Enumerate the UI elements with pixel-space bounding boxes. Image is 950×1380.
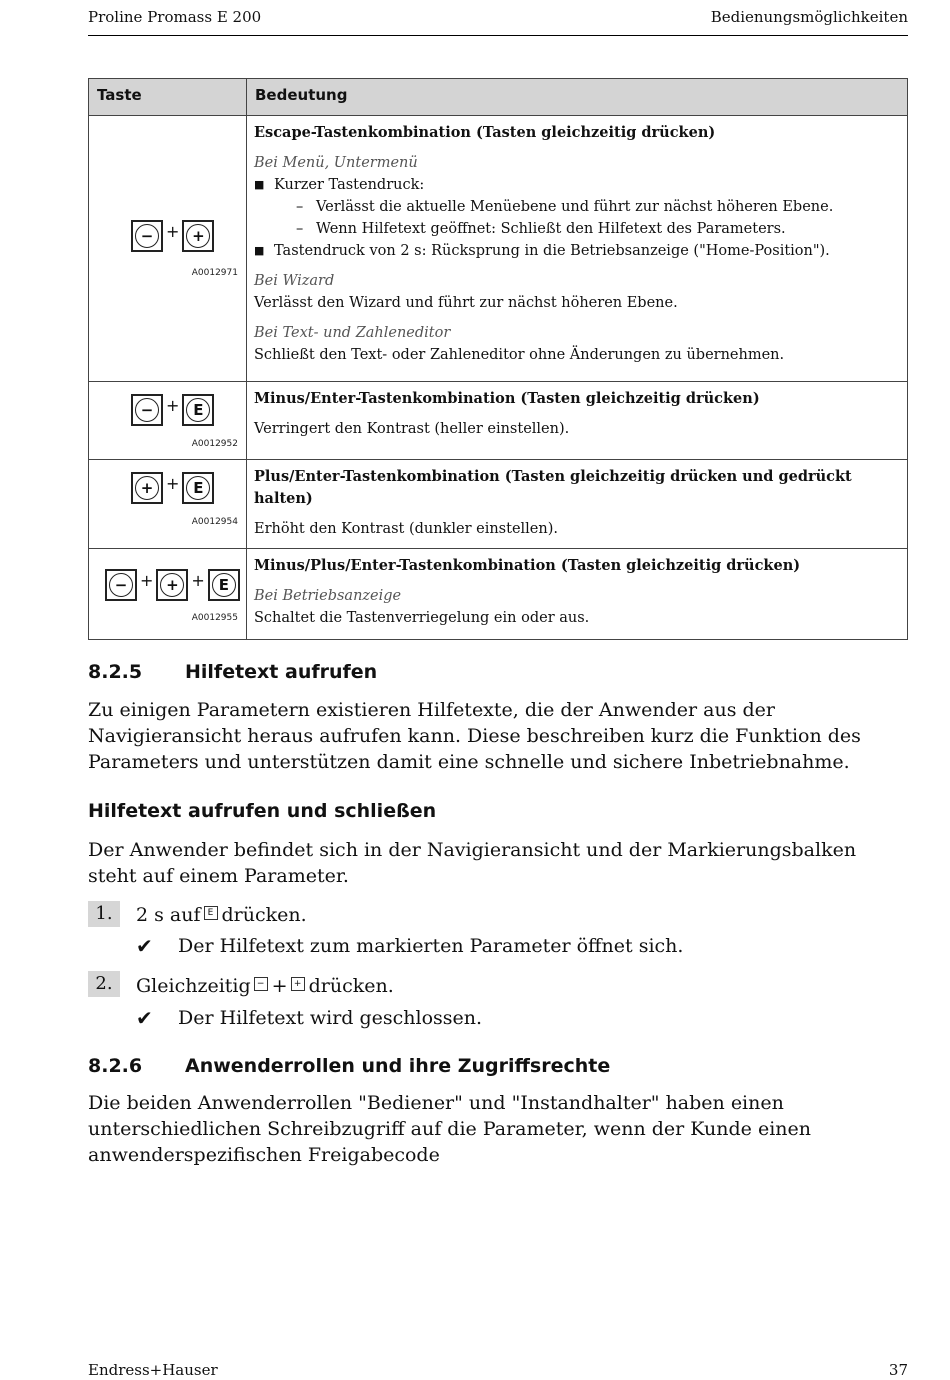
list-item: – Verlässt die aktuelle Menüebene und führt zur nächst höheren Ebene. — [294, 196, 900, 218]
description-text: Schließt den Text- oder Zahleneditor ohne Änderungen zu übernehmen. — [254, 347, 785, 363]
context-label: Bei Menü, Untermenü — [254, 155, 418, 171]
plus-separator: + — [191, 570, 205, 590]
row-title: Plus/Enter-Tastenkombination (Tasten gleichzeitig drücken und gedrückt halten) — [254, 468, 852, 507]
header-rule — [88, 35, 908, 36]
step-number-2: 2. — [88, 971, 120, 997]
section-heading-8-2-6 — [88, 1055, 610, 1077]
table-header-row — [89, 79, 908, 116]
section-number: 8.2.5 — [88, 661, 143, 683]
list-item: – Wenn Hilfetext geöffnet: Schließt den Hilfetext des Parameters. — [294, 218, 900, 240]
minus-key-icon: − — [105, 569, 137, 601]
step-2-result: Der Hilfetext wird geschlossen. — [178, 1007, 483, 1029]
step-number-1: 1. — [88, 901, 120, 927]
header-section: Bedienungsmöglichkeiten — [710, 8, 908, 26]
section-paragraph: Die beiden Anwenderrollen "Bediener" und "Instandhalter" haben einen unterschiedlichen Schreibzugriff auf die Parameter, wenn der Kunde einen anwenderspezifischen Freigabecode — [88, 1092, 811, 1166]
page-number: 37 — [888, 1361, 908, 1379]
plus-key-icon: + — [131, 472, 163, 504]
plus-separator: + — [166, 221, 180, 241]
key-combo-minus-plus — [131, 220, 214, 252]
section-number: 8.2.6 — [88, 1055, 143, 1077]
footer-brand: Endress+Hauser — [88, 1361, 218, 1379]
plus-separator: + — [140, 570, 154, 590]
step-1-result: Der Hilfetext zum markierten Parameter öffnet sich. — [178, 935, 684, 957]
table-row-minus-plus-enter — [89, 549, 908, 640]
enter-key-icon: E — [182, 394, 214, 426]
minus-key-icon: − — [131, 394, 163, 426]
table-row-plus-enter — [89, 460, 908, 549]
plus-key-icon: + — [291, 977, 305, 991]
bullet-list — [254, 174, 900, 262]
plus-separator: + — [166, 473, 180, 493]
table-row-minus-enter — [89, 382, 908, 460]
description-text: Verlässt den Wizard und führt zur nächst höheren Ebene. — [254, 295, 678, 311]
check-icon: ✔ — [136, 1006, 153, 1030]
enter-key-icon: E — [208, 569, 240, 601]
plus-key-icon: + — [156, 569, 188, 601]
key-cell — [89, 460, 247, 549]
col-key-header: Taste — [89, 79, 247, 116]
meaning-cell — [247, 116, 908, 382]
row-title: Escape-Tastenkombination (Tasten gleichzeitig drücken) — [254, 124, 716, 141]
intro-paragraph: Der Anwender befindet sich in der Navigieransicht und der Markierungsbalken steht auf einem Parameter. — [88, 839, 857, 887]
list-item: ■ Tastendruck von 2 s: Rücksprung in die Betriebsanzeige ("Home-Position"). — [254, 240, 900, 262]
description-text: Verringert den Kontrast (heller einstellen). — [254, 421, 570, 437]
section-paragraph: Zu einigen Parametern existieren Hilfetexte, die der Anwender aus der Navigieransicht heraus aufrufen kann. Diese beschreiben kurz die Funktion des Parameters und unterstützen damit eine schnelle und sichere Inbetriebnahme. — [88, 699, 861, 773]
col-meaning-header: Bedeutung — [247, 79, 908, 116]
subheading: Hilfetext aufrufen und schließen — [88, 800, 437, 822]
minus-key-icon: − — [254, 977, 268, 991]
figure-code: A0012971 — [191, 268, 238, 278]
section-title: Hilfetext aufrufen — [185, 661, 378, 683]
enter-key-icon: E — [204, 906, 218, 920]
description-text: Erhöht den Kontrast (dunkler einstellen). — [254, 521, 558, 537]
key-cell — [89, 116, 247, 382]
enter-key-icon: E — [182, 472, 214, 504]
section-heading-8-2-5 — [88, 661, 377, 683]
key-combo-minus-plus-enter — [105, 569, 240, 601]
key-cell — [89, 382, 247, 460]
section-title: Anwenderrollen und ihre Zugriffsrechte — [185, 1055, 611, 1077]
key-cell — [89, 549, 247, 640]
plus-key-icon: + — [182, 220, 214, 252]
list-item: ■ Kurzer Tastendruck: – Verlässt die aktuelle Menüebene und führt zur nächst höheren Ebene. – Wenn Hilfetext geöffnet: Schließt den Hilfetext des Parameters. — [254, 174, 900, 240]
step-1-text: 2 s auf E drücken. — [136, 904, 307, 926]
step-2-text: Gleichzeitig − + + drücken. — [136, 975, 394, 997]
meaning-cell — [247, 382, 908, 460]
context-label: Bei Wizard — [254, 273, 335, 289]
minus-key-icon: − — [131, 220, 163, 252]
figure-code: A0012954 — [191, 517, 238, 527]
row-title: Minus/Plus/Enter-Tastenkombination (Tasten gleichzeitig drücken) — [254, 557, 801, 574]
figure-code: A0012952 — [191, 439, 238, 449]
meaning-cell — [247, 549, 908, 640]
key-combo-minus-enter — [131, 394, 214, 426]
figure-code: A0012955 — [191, 613, 238, 623]
check-icon: ✔ — [136, 934, 153, 958]
context-label: Bei Text- und Zahleneditor — [254, 325, 451, 341]
meaning-cell — [247, 460, 908, 549]
description-text: Schaltet die Tastenverriegelung ein oder aus. — [254, 610, 590, 626]
key-combination-table — [88, 78, 908, 640]
context-label: Bei Betriebsanzeige — [254, 588, 402, 604]
table-row-escape — [89, 116, 908, 382]
plus-separator: + — [166, 395, 180, 415]
header-product: Proline Promass E 200 — [88, 8, 262, 26]
row-title: Minus/Enter-Tastenkombination (Tasten gleichzeitig drücken) — [254, 390, 760, 407]
key-combo-plus-enter — [131, 472, 214, 504]
